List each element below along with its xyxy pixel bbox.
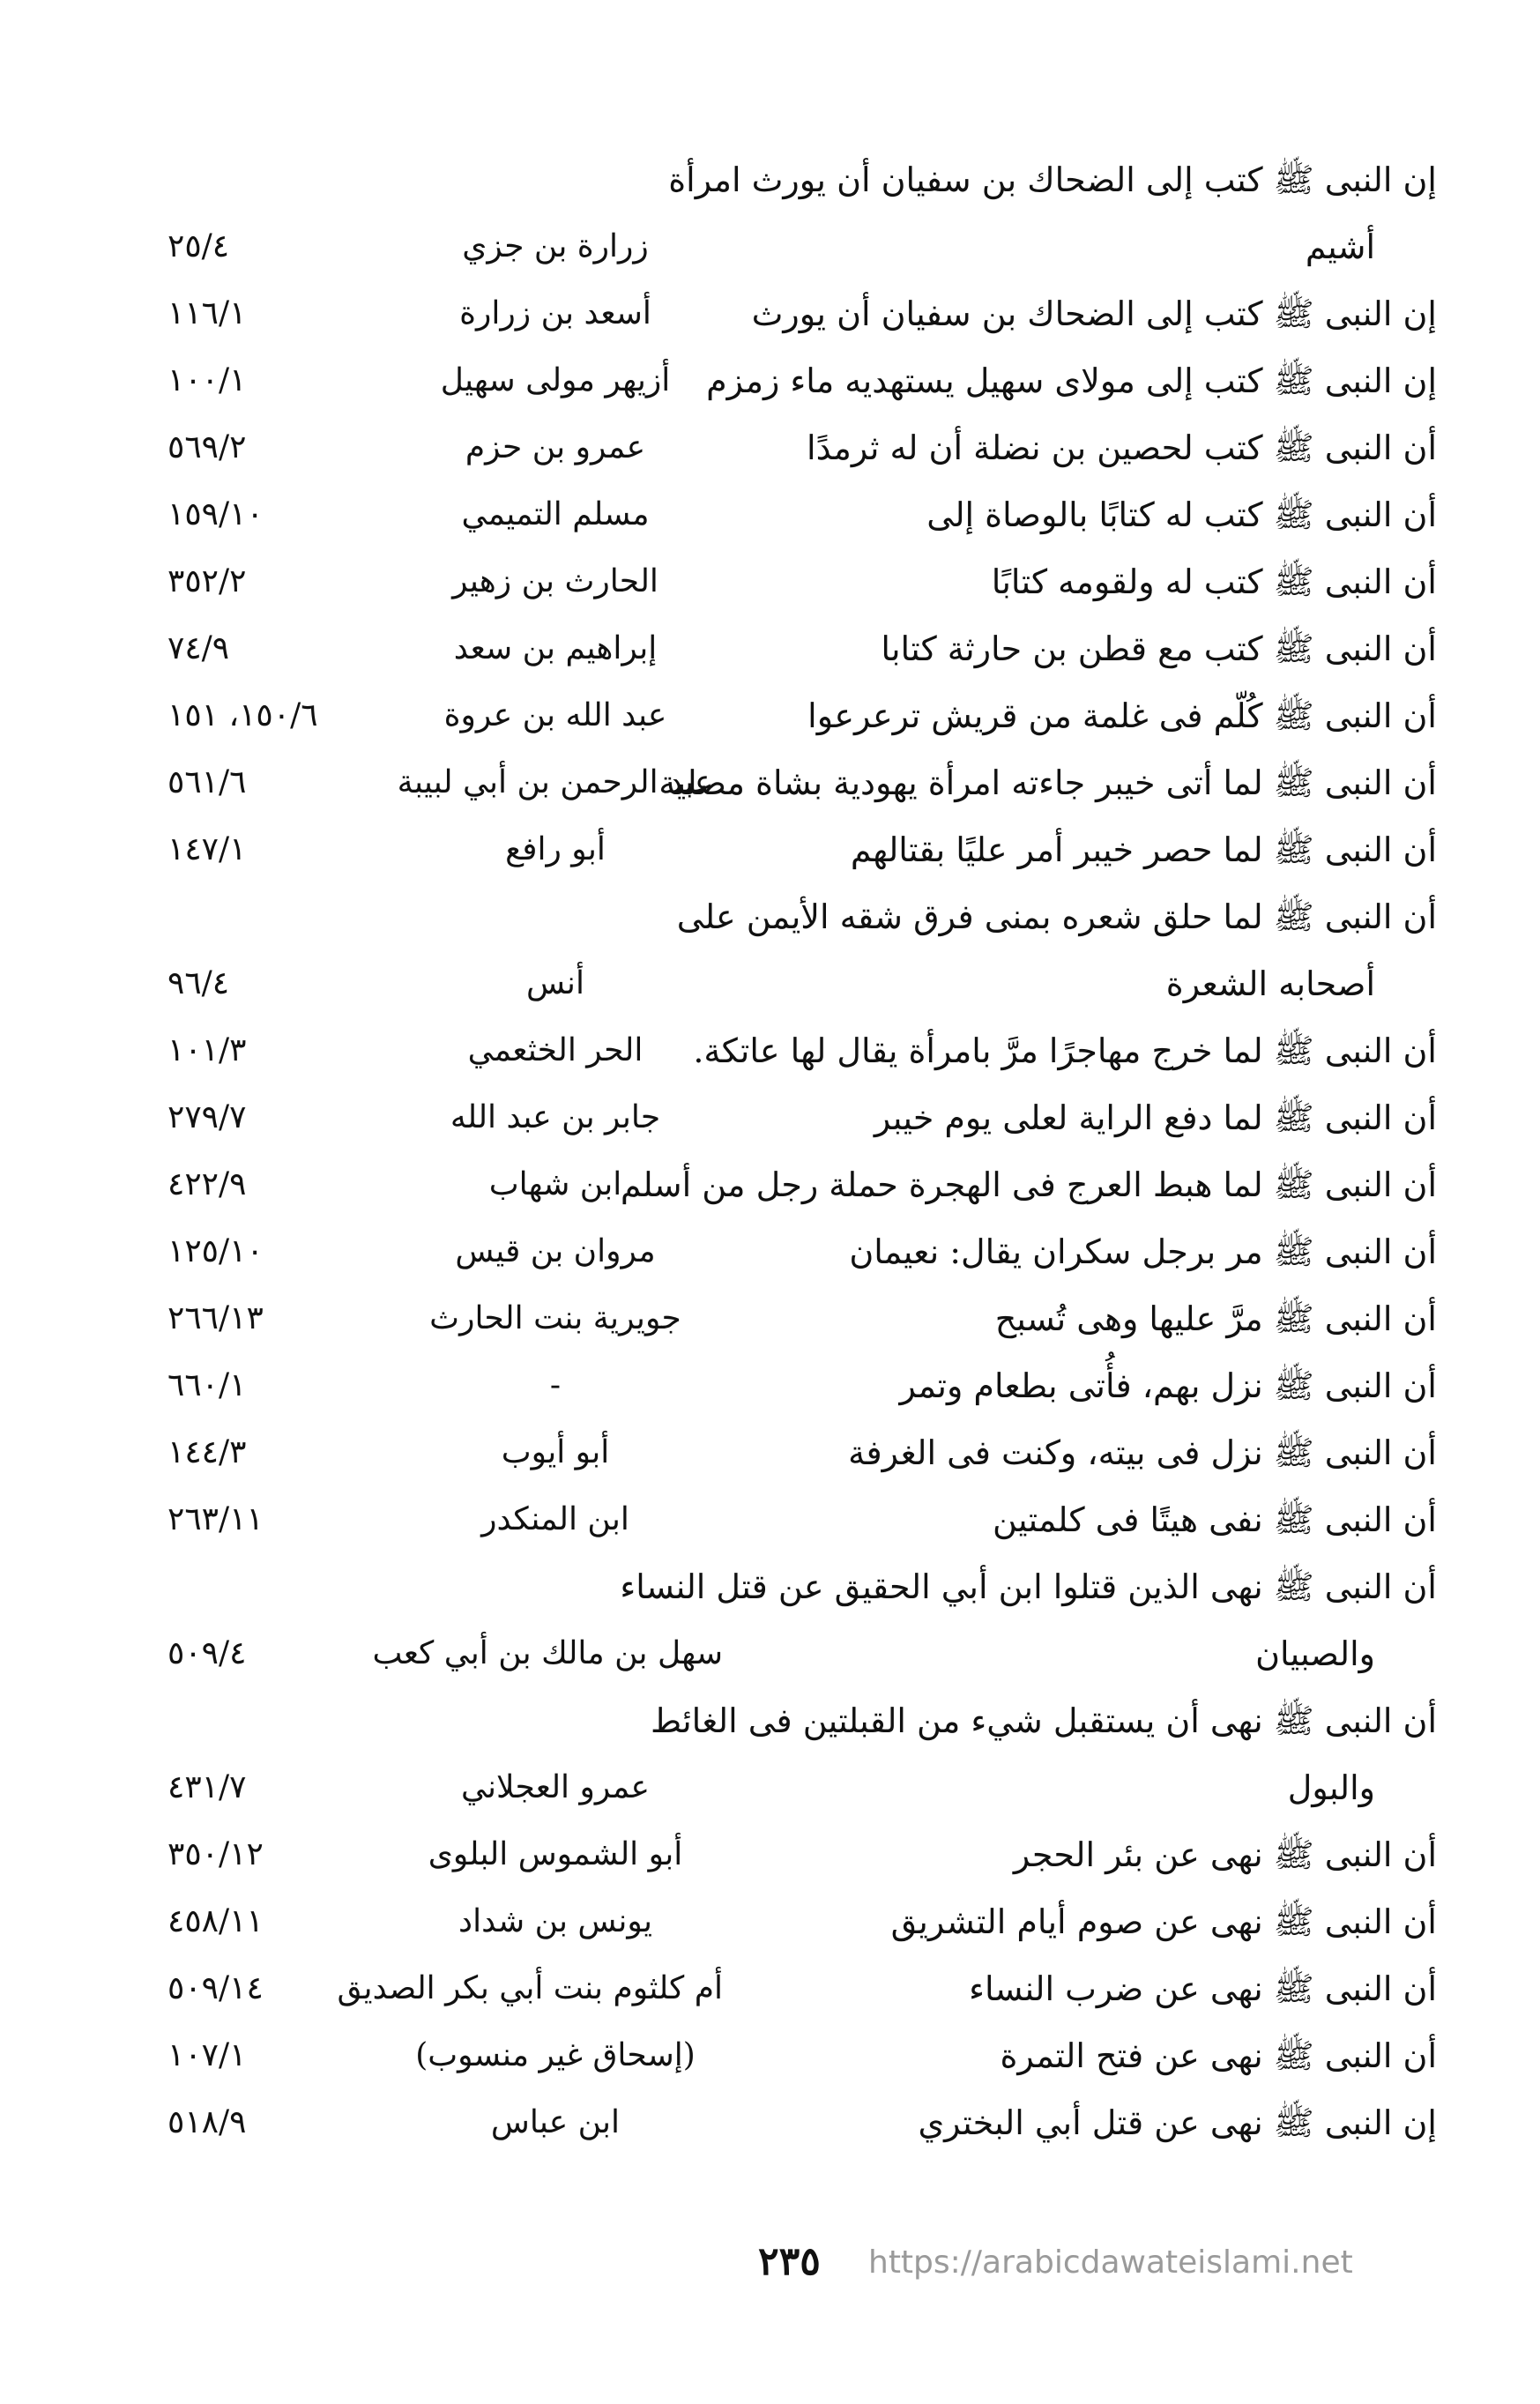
narrator-name: أسعد بن زرارة bbox=[459, 295, 651, 331]
index-row bbox=[167, 1624, 1437, 1691]
volume-page-reference: ١٠٠/١ bbox=[167, 362, 247, 398]
hadith-opening-text: والبول bbox=[1287, 1768, 1375, 1807]
index-row bbox=[167, 1825, 1437, 1892]
volume-page-reference: ٥٦١/٦ bbox=[167, 764, 247, 800]
narrator-name: الحر الخثعمي bbox=[467, 1032, 644, 1068]
volume-page-reference: ٢٦٦/١٣ bbox=[167, 1300, 264, 1336]
narrator-name: عبد الرحمن بن أبي لبيبة bbox=[397, 764, 714, 800]
hadith-opening-text: والصبيان bbox=[1255, 1634, 1375, 1673]
volume-page-reference: ٤٢٢/٩ bbox=[167, 1166, 247, 1202]
narrator-name: عمرو العجلاني bbox=[460, 1769, 651, 1805]
hadith-opening-text: أن النبى ﷺ نهى عن فتح التمرة bbox=[1000, 2036, 1437, 2075]
narrator-name: (إسحاق غير منسوب) bbox=[415, 2037, 696, 2073]
narrator-name: أبو الشموس البلوى bbox=[428, 1836, 683, 1872]
hadith-opening-text: إن النبى ﷺ كتب إلى الضحاك بن سفيان أن يورث امرأة bbox=[668, 160, 1437, 199]
hadith-opening-text: أن النبى ﷺ لما أتى خيبر جاءته امرأة يهودية بشاة مصلية bbox=[658, 763, 1437, 802]
index-row bbox=[167, 1758, 1437, 1825]
hadith-opening-text: أن النبى ﷺ نهى عن ضرب النساء bbox=[969, 1969, 1437, 2008]
hadith-opening-text: أن النبى ﷺ كُلّم فى غلمة من قريش ترعرعوا bbox=[807, 696, 1437, 735]
hadith-opening-text: أن النبى ﷺ مرَّ عليها وهى تُسبح bbox=[994, 1299, 1437, 1338]
hadith-opening-text: أشيم bbox=[1305, 227, 1375, 266]
hadith-opening-text: أن النبى ﷺ مر برجل سكران يقال: نعيمان bbox=[849, 1232, 1437, 1271]
narrator-name: ابن عباس bbox=[490, 2104, 621, 2140]
index-row bbox=[167, 2093, 1437, 2160]
narrator-name: أنس bbox=[526, 965, 584, 1001]
hadith-opening-text: أصحابه الشعرة bbox=[1165, 964, 1375, 1003]
page-number: ٢٣٥ bbox=[758, 2239, 821, 2284]
hadith-opening-text: أن النبى ﷺ كتب مع قطن بن حارثة كتابا bbox=[881, 629, 1437, 668]
volume-page-reference: ٥٦٩/٢ bbox=[167, 429, 247, 465]
volume-page-reference: ٦٦٠/١ bbox=[167, 1367, 247, 1403]
narrator-name: مسلم التميمي bbox=[461, 496, 650, 532]
volume-page-reference: ١٥٩/١٠ bbox=[167, 496, 264, 532]
narrator-name: الحارث بن زهير bbox=[452, 563, 658, 599]
hadith-opening-text: أن النبى ﷺ لما حلق شعره بمنى فرق شقه الأيمن على bbox=[676, 897, 1437, 936]
narrator-name: سهل بن مالك بن أبي كعب bbox=[372, 1635, 723, 1671]
narrator-name: أبو رافع bbox=[505, 831, 606, 867]
hadith-opening-text: إن النبى ﷺ كتب إلى الضحاك بن سفيان أن يورث bbox=[751, 294, 1437, 333]
narrator-name: يونس بن شداد bbox=[458, 1903, 652, 1939]
index-row bbox=[167, 1892, 1437, 1959]
narrator-name: عمرو بن حزم bbox=[465, 429, 646, 465]
hadith-opening-text: أن النبى ﷺ لما خرج مهاجرًا مرَّ بامرأة يقال لها عاتكة. bbox=[693, 1031, 1437, 1070]
volume-page-reference: ١٤٧/١ bbox=[167, 831, 247, 867]
narrator-name: - bbox=[549, 1367, 562, 1403]
hadith-opening-text: أن النبى ﷺ كتب له كتابًا بالوصاة إلى bbox=[926, 495, 1437, 534]
hadith-opening-text: أن النبى ﷺ كتب له ولقومه كتابًا bbox=[991, 562, 1437, 601]
narrator-name: ابن المنكدر bbox=[481, 1501, 629, 1537]
index-row bbox=[167, 418, 1437, 485]
index-row bbox=[167, 150, 1437, 217]
index-row bbox=[167, 1155, 1437, 1222]
hadith-opening-text: أن النبى ﷺ نهى الذين قتلوا ابن أبي الحقيق عن قتل النساء bbox=[620, 1567, 1437, 1606]
hadith-opening-text: أن النبى ﷺ نهى عن صوم أيام التشريق bbox=[890, 1902, 1437, 1941]
index-row bbox=[167, 284, 1437, 351]
volume-page-reference: ١١٦/١ bbox=[167, 295, 247, 331]
volume-page-reference: ٢٧٩/٧ bbox=[167, 1099, 247, 1135]
volume-page-reference: ١٠٧/١ bbox=[167, 2037, 247, 2073]
narrator-name: أبو أيوب bbox=[501, 1434, 610, 1470]
volume-page-reference: ٣٥٠/١٢ bbox=[167, 1836, 264, 1872]
index-row bbox=[167, 1423, 1437, 1490]
hadith-opening-text: أن النبى ﷺ لما دفع الراية لعلى يوم خيبر bbox=[874, 1098, 1437, 1137]
page-footer bbox=[0, 2239, 1540, 2310]
hadith-opening-text: أن النبى ﷺ كتب لحصين بن نضلة أن له ثرمدًا bbox=[807, 428, 1437, 467]
volume-page-reference: ٩٦/٤ bbox=[167, 965, 230, 1001]
volume-page-reference: ٢٥/٤ bbox=[167, 228, 230, 264]
index-row bbox=[167, 619, 1437, 686]
narrator-name: أم كلثوم بنت أبي بكر الصديق bbox=[337, 1970, 723, 2006]
index-row bbox=[167, 887, 1437, 954]
volume-page-reference: ٤٥٨/١١ bbox=[167, 1903, 264, 1939]
volume-page-reference: ٥٠٩/١٤ bbox=[167, 1970, 264, 2006]
index-row bbox=[167, 1959, 1437, 2026]
index-row bbox=[167, 217, 1437, 284]
index-row bbox=[167, 1088, 1437, 1155]
index-row bbox=[167, 1222, 1437, 1289]
hadith-opening-text: أن النبى ﷺ لما هبط العرج فى الهجرة حملة رجل من أسلم bbox=[620, 1165, 1437, 1204]
volume-page-reference: ٧٤/٩ bbox=[167, 630, 230, 666]
narrator-name: إبراهيم بن سعد bbox=[453, 630, 658, 666]
index-row bbox=[167, 2026, 1437, 2093]
narrator-name: ابن شهاب bbox=[488, 1166, 622, 1202]
narrator-name: زرارة بن جزي bbox=[462, 228, 649, 264]
index-row bbox=[167, 1557, 1437, 1624]
index-row bbox=[167, 552, 1437, 619]
hadith-opening-text: أن النبى ﷺ لما حصر خيبر أمر عليًا بقتالهم bbox=[850, 830, 1437, 869]
volume-page-reference: ١٤٤/٣ bbox=[167, 1434, 247, 1470]
narrator-name: أزيهر مولى سهيل bbox=[440, 362, 671, 398]
volume-page-reference: ٤٣١/٧ bbox=[167, 1769, 247, 1805]
hadith-opening-text: إن النبى ﷺ كتب إلى مولاى سهيل يستهديه ماء زمزم bbox=[706, 361, 1437, 400]
volume-page-reference: ٣٥٢/٢ bbox=[167, 563, 247, 599]
hadith-opening-text: أن النبى ﷺ نفى هيتًا فى كلمتين bbox=[993, 1500, 1437, 1539]
narrator-name: مروان بن قيس bbox=[455, 1233, 656, 1269]
index-row bbox=[167, 686, 1437, 753]
volume-page-reference: ١٢٥/١٠ bbox=[167, 1233, 264, 1269]
index-row bbox=[167, 820, 1437, 887]
index-row bbox=[167, 753, 1437, 820]
hadith-opening-text: أن النبى ﷺ نزل فى بيته، وكنت فى الغرفة bbox=[848, 1433, 1437, 1472]
index-row bbox=[167, 1490, 1437, 1557]
index-row bbox=[167, 485, 1437, 552]
index-row bbox=[167, 1289, 1437, 1356]
index-row bbox=[167, 954, 1437, 1021]
index-row bbox=[167, 1021, 1437, 1088]
volume-page-reference: ١٥٠/٦، ١٥١ bbox=[167, 697, 318, 733]
hadith-opening-text: أن النبى ﷺ نهى أن يستقبل شيء من القبلتين فى الغائط bbox=[651, 1701, 1437, 1740]
narrator-name: جابر بن عبد الله bbox=[450, 1099, 661, 1135]
hadith-opening-text: أن النبى ﷺ نهى عن بئر الحجر bbox=[1013, 1835, 1437, 1874]
narrator-name: جويرية بنت الحارث bbox=[429, 1300, 681, 1336]
volume-page-reference: ٥٠٩/٤ bbox=[167, 1635, 247, 1671]
index-row bbox=[167, 1691, 1437, 1758]
volume-page-reference: ٢٦٣/١١ bbox=[167, 1501, 264, 1537]
volume-page-reference: ٥١٨/٩ bbox=[167, 2104, 247, 2140]
hadith-opening-text: إن النبى ﷺ نهى عن قتل أبي البختري bbox=[918, 2103, 1437, 2142]
hadith-opening-text: أن النبى ﷺ نزل بهم، فأُتى بطعام وتمر bbox=[899, 1366, 1437, 1405]
volume-page-reference: ١٠١/٣ bbox=[167, 1032, 247, 1068]
index-row bbox=[167, 351, 1437, 418]
website-watermark[interactable]: https://arabicdawateislami.net bbox=[868, 2244, 1353, 2281]
hadith-index-list bbox=[167, 150, 1437, 2160]
index-row bbox=[167, 1356, 1437, 1423]
narrator-name: عبد الله بن عروة bbox=[443, 697, 667, 733]
